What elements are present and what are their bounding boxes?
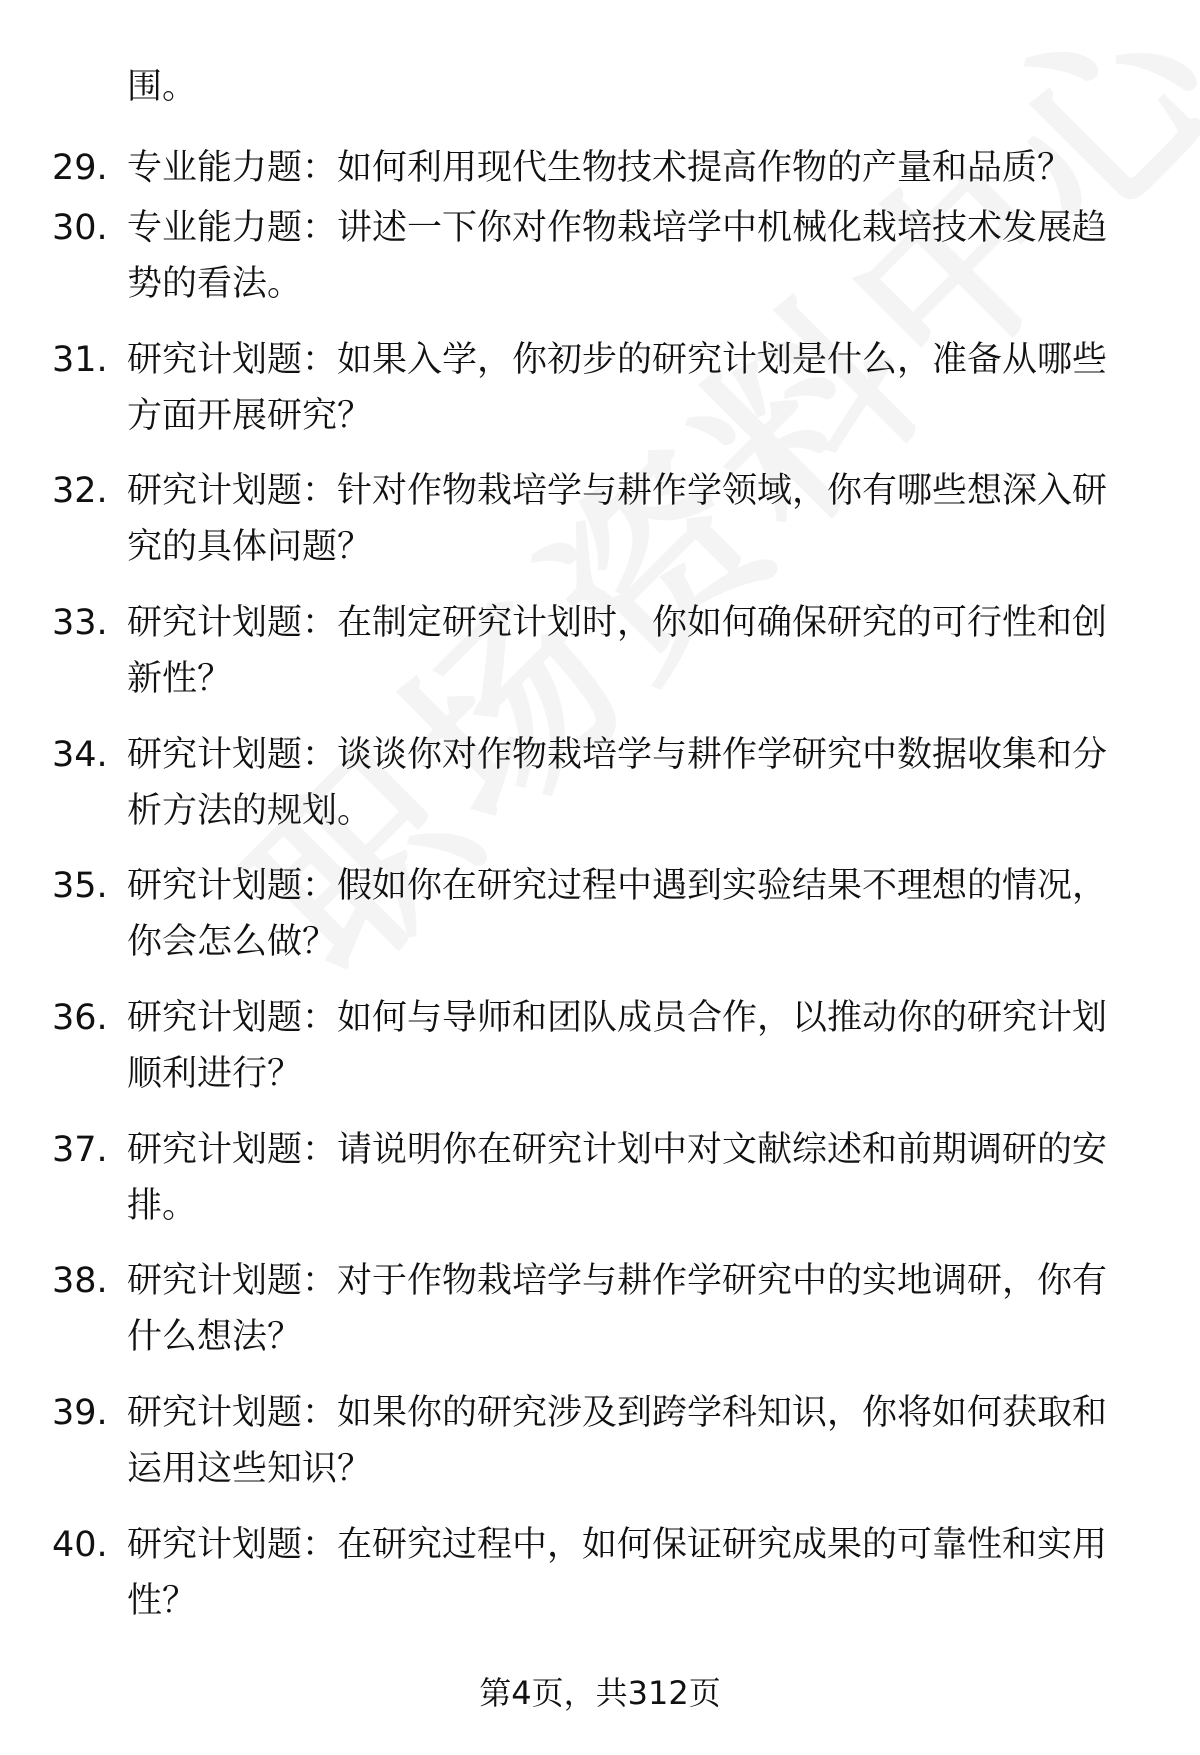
question-text: 研究计划题：针对作物栽培学与耕作学领域，你有哪些想深入研究的具体问题？ <box>127 471 1108 567</box>
page-footer: 第4页，共312页 <box>479 1674 721 1712</box>
question-number: 38. <box>52 1261 108 1301</box>
question-number: 40. <box>52 1525 108 1565</box>
question-text: 专业能力题：讲述一下你对作物栽培学中机械化栽培技术发展趋势的看法。 <box>127 208 1108 304</box>
question-text: 研究计划题：谈谈你对作物栽培学与耕作学研究中数据收集和分析方法的规划。 <box>127 735 1108 831</box>
question-text: 研究计划题：在制定研究计划时，你如何确保研究的可行性和创新性？ <box>127 603 1108 699</box>
question-text: 研究计划题：如何与导师和团队成员合作，以推动你的研究计划顺利进行？ <box>127 998 1108 1094</box>
question-text: 研究计划题：对于作物栽培学与耕作学研究中的实地调研，你有什么想法？ <box>127 1261 1108 1357</box>
question-text: 研究计划题：如果入学，你初步的研究计划是什么，准备从哪些方面开展研究？ <box>127 340 1108 436</box>
question-text: 研究计划题：请说明你在研究计划中对文献综述和前期调研的安排。 <box>127 1130 1108 1226</box>
carry-over-text: 围。 <box>127 67 198 107</box>
question-number: 37. <box>52 1130 108 1170</box>
question-text: 专业能力题：如何利用现代生物技术提高作物的产量和品质？ <box>127 148 1073 188</box>
question-number: 30. <box>52 208 108 248</box>
question-number: 35. <box>52 866 108 906</box>
question-number: 33. <box>52 603 108 643</box>
question-number: 34. <box>52 735 108 775</box>
question-number: 32. <box>52 471 108 511</box>
question-number: 39. <box>52 1393 108 1433</box>
question-number: 29. <box>52 148 108 188</box>
question-text: 研究计划题：如果你的研究涉及到跨学科知识，你将如何获取和运用这些知识？ <box>127 1393 1108 1489</box>
question-number: 31. <box>52 340 108 380</box>
question-text: 研究计划题：在研究过程中，如何保证研究成果的可靠性和实用性？ <box>127 1525 1108 1621</box>
question-number: 36. <box>52 998 108 1038</box>
question-text: 研究计划题：假如你在研究过程中遇到实验结果不理想的情况，你会怎么做？ <box>127 866 1108 962</box>
